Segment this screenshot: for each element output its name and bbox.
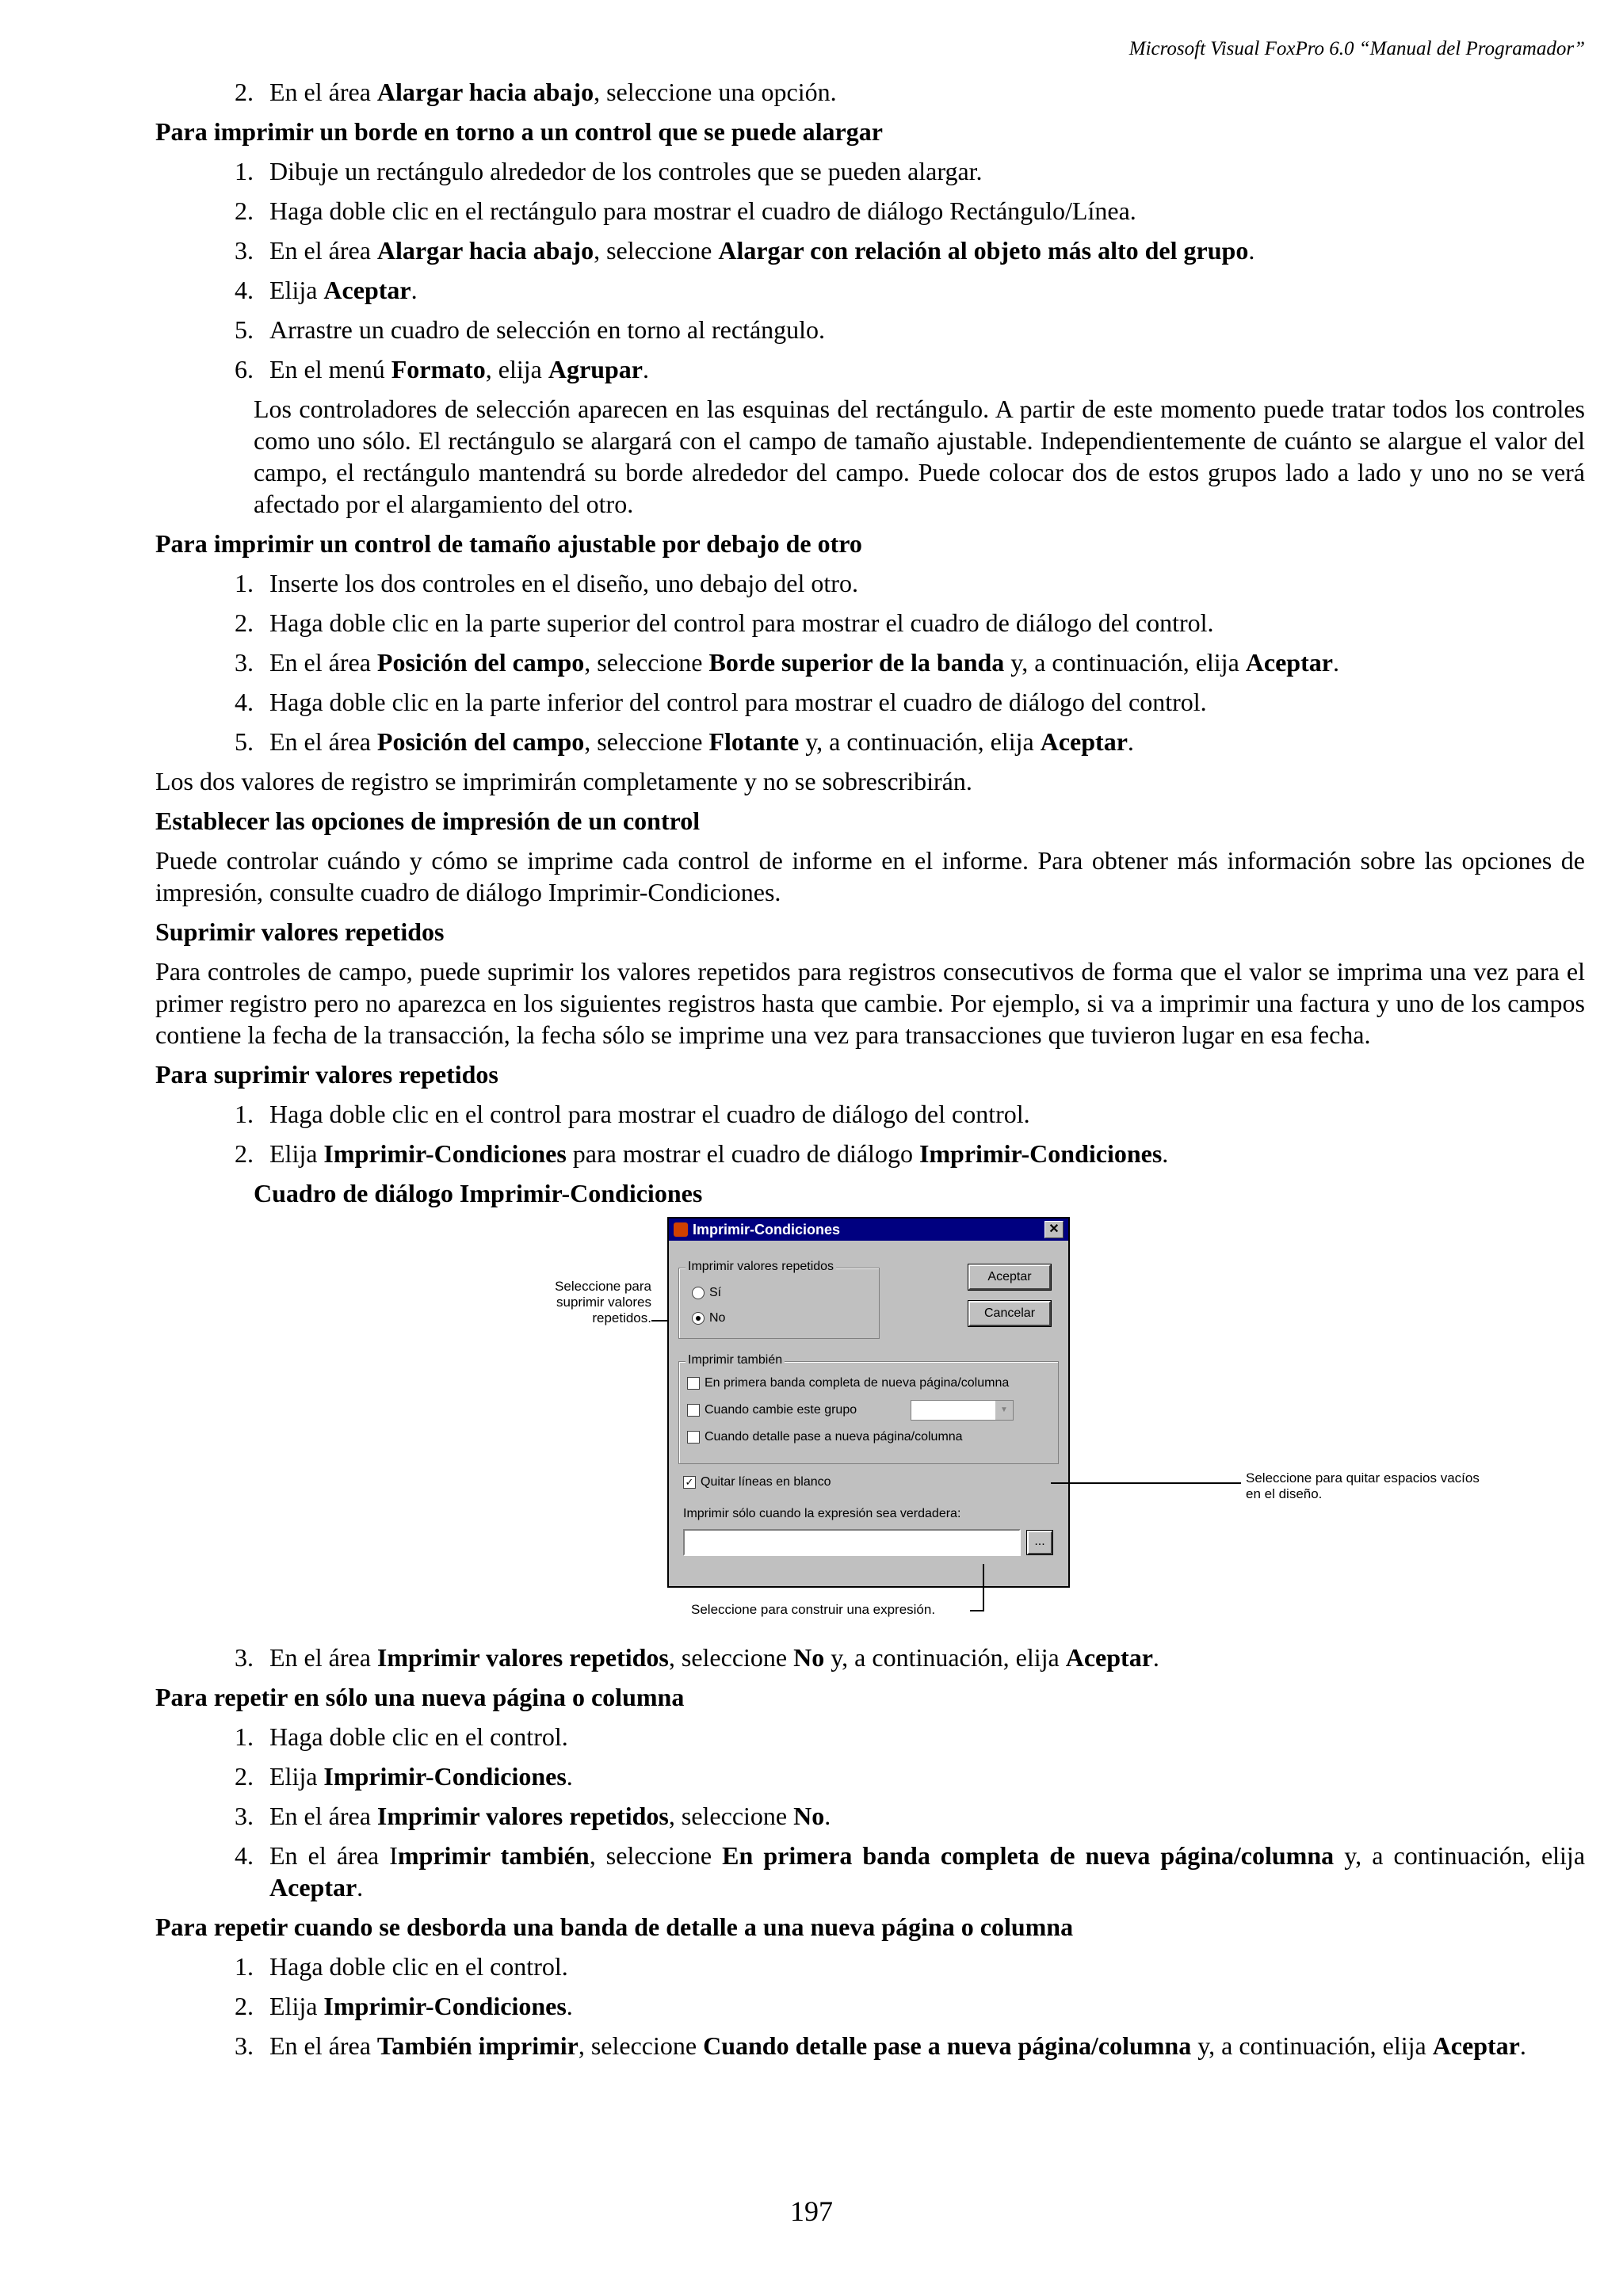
checkbox-icon <box>687 1377 700 1390</box>
step: 4. Haga doble clic en la parte inferior del control para mostrar el cuadro de diálogo del control. <box>235 688 1207 716</box>
step: 6. En el menú Formato, elija Agrupar. <box>235 355 649 383</box>
step: 3. En el área Imprimir valores repetidos, seleccione No. <box>235 1802 831 1830</box>
chevron-down-icon: ▼ <box>995 1401 1013 1420</box>
checkbox-group-change[interactable]: Cuando cambie este grupo <box>687 1403 857 1417</box>
group-combo[interactable] <box>911 1400 1014 1421</box>
print-conditions-dialog <box>667 1217 1070 1588</box>
expression-builder-button[interactable]: ... <box>1027 1531 1052 1554</box>
dialog-figure <box>155 1217 1585 1629</box>
section-heading: Para repetir cuando se desborda una banda de detalle a una nueva página o columna <box>155 1913 1074 1941</box>
cancel-button[interactable]: Cancelar <box>968 1301 1051 1326</box>
checkbox-icon <box>687 1404 700 1417</box>
step: 2. Elija Imprimir-Condiciones para mostrar el cuadro de diálogo Imprimir-Condiciones. <box>235 1139 1169 1168</box>
checkbox-remove-blank-lines[interactable]: ✓ Quitar líneas en blanco <box>683 1475 831 1489</box>
step: 1. Haga doble clic en el control. <box>235 1952 568 1981</box>
expression-label: Imprimir sólo cuando la expresión sea verdadera: <box>683 1507 961 1520</box>
page-number: 197 <box>790 2195 833 2227</box>
dialog-titlebar <box>669 1219 1068 1241</box>
section-heading: Para imprimir un control de tamaño ajustable por debajo de otro <box>155 529 862 558</box>
callout-line <box>1051 1482 1241 1484</box>
section-heading: Suprimir valores repetidos <box>155 917 445 946</box>
callout-line <box>983 1564 984 1611</box>
callout-expression: Seleccione para construir una expresión. <box>691 1602 936 1617</box>
section-heading: Establecer las opciones de impresión de un control <box>155 807 701 835</box>
step: 2. En el área Alargar hacia abajo, seleccione una opción. <box>235 78 837 106</box>
paragraph: Los dos valores de registro se imprimirán completamente y no se sobrescribirán. <box>155 767 972 795</box>
callout-line <box>970 1610 984 1611</box>
foxpro-icon <box>674 1222 688 1237</box>
radio-no[interactable]: No <box>692 1311 725 1325</box>
step: 2. Haga doble clic en la parte superior del control para mostrar el cuadro de diálogo del control. <box>235 608 1214 637</box>
dialog-title: Imprimir-Condiciones <box>693 1221 841 1238</box>
radio-selected-icon <box>692 1312 705 1325</box>
step: 5. En el área Posición del campo, seleccione Flotante y, a continuación, elija Aceptar. <box>235 727 1134 756</box>
step: 3. En el área Alargar hacia abajo, seleccione Alargar con relación al objeto más alto del grupo. <box>235 236 1255 265</box>
callout-suppress: Seleccione para suprimir valores repetidos. <box>555 1279 651 1325</box>
running-header: Microsoft Visual FoxPro 6.0 “Manual del Programador” <box>1128 38 1585 59</box>
group-also-print: Imprimir también En primera banda completa de nueva página/columna Cuando cambie este grupo ▼ Cuando detalle pase a nueva página/columna <box>678 1361 1059 1464</box>
ok-button[interactable]: Aceptar <box>968 1264 1051 1290</box>
checkbox-icon <box>687 1431 700 1444</box>
step: 2. Elija Imprimir-Condiciones. <box>235 1762 573 1791</box>
step: 1. Haga doble clic en el control. <box>235 1722 568 1751</box>
step: 3. En el área También imprimir, seleccione Cuando detalle pase a nueva página/columna y, a continuación, elija Aceptar. <box>235 2031 1526 2060</box>
paragraph: Para controles de campo, puede suprimir los valores repetidos para registros consecutivos de forma que el valor se imprima una vez para el primer registro pero no aparezca en los siguientes registros hasta que cambie. Por ejemplo, si va a imprimir una factura y uno de los campos contiene la fecha de la transacción, la fecha sólo se imprime una vez para transacciones que tuvieron lugar en esa fecha. <box>155 957 1585 1049</box>
page-body <box>155 76 1585 2069</box>
radio-si[interactable]: Sí <box>692 1286 721 1300</box>
group-repeated-values: Imprimir valores repetidos Sí No <box>678 1268 880 1339</box>
checkbox-detail-overflow[interactable]: Cuando detalle pase a nueva página/columna <box>687 1430 963 1444</box>
checkbox-checked-icon: ✓ <box>683 1476 696 1489</box>
section-heading: Para repetir en sólo una nueva página o columna <box>155 1683 685 1711</box>
step: 4. Elija Aceptar. <box>235 276 418 304</box>
step: 5. Arrastre un cuadro de selección en torno al rectángulo. <box>235 315 826 344</box>
callout-remove-blank: Seleccione para quitar espacios vacíos en el diseño. <box>1246 1470 1480 1501</box>
step: 1. Dibuje un rectángulo alrededor de los controles que se pueden alargar. <box>235 157 983 185</box>
step: 3. En el área Posición del campo, seleccione Borde superior de la banda y, a continuación, elija Aceptar. <box>235 648 1339 677</box>
step: 2. Elija Imprimir-Condiciones. <box>235 1992 573 2020</box>
step: 1. Inserte los dos controles en el diseño, uno debajo del otro. <box>235 569 858 597</box>
step: 2. Haga doble clic en el rectángulo para mostrar el cuadro de diálogo Rectángulo/Línea. <box>235 196 1136 225</box>
step: 3. En el área Imprimir valores repetidos, seleccione No y, a continuación, elija Aceptar. <box>235 1643 1159 1672</box>
radio-icon <box>692 1287 705 1299</box>
expression-input[interactable] <box>683 1529 1021 1556</box>
step: 1. Haga doble clic en el control para mostrar el cuadro de diálogo del control. <box>235 1100 1030 1128</box>
close-icon[interactable]: ✕ <box>1044 1221 1064 1238</box>
paragraph: Puede controlar cuándo y cómo se imprime cada control de informe en el informe. Para obtener más información sobre las opciones de impresión, consulte cuadro de diálogo Imprimir-Condiciones. <box>155 846 1585 906</box>
figure-title: Cuadro de diálogo Imprimir-Condiciones <box>254 1179 703 1207</box>
section-heading: Para suprimir valores repetidos <box>155 1060 498 1089</box>
step: 4. En el área Imprimir también, seleccione En primera banda completa de nueva página/columna y, a continuación, elija Aceptar. <box>235 1841 1586 1901</box>
step-note: Los controladores de selección aparecen en las esquinas del rectángulo. A partir de este momento puede tratar todos los controles como uno sólo. El rectángulo se alargará con el campo de tamaño ajustable. Independientemente de cuánto se alargue el valor del campo, el rectángulo mantendrá su borde alrededor del campo. Puede colocar dos de estos grupos lado a lado y uno no se verá afectado por el alargamiento del otro. <box>254 395 1585 518</box>
section-heading: Para imprimir un borde en torno a un control que se puede alargar <box>155 117 883 146</box>
checkbox-first-band[interactable]: En primera banda completa de nueva página/columna <box>687 1376 1009 1390</box>
